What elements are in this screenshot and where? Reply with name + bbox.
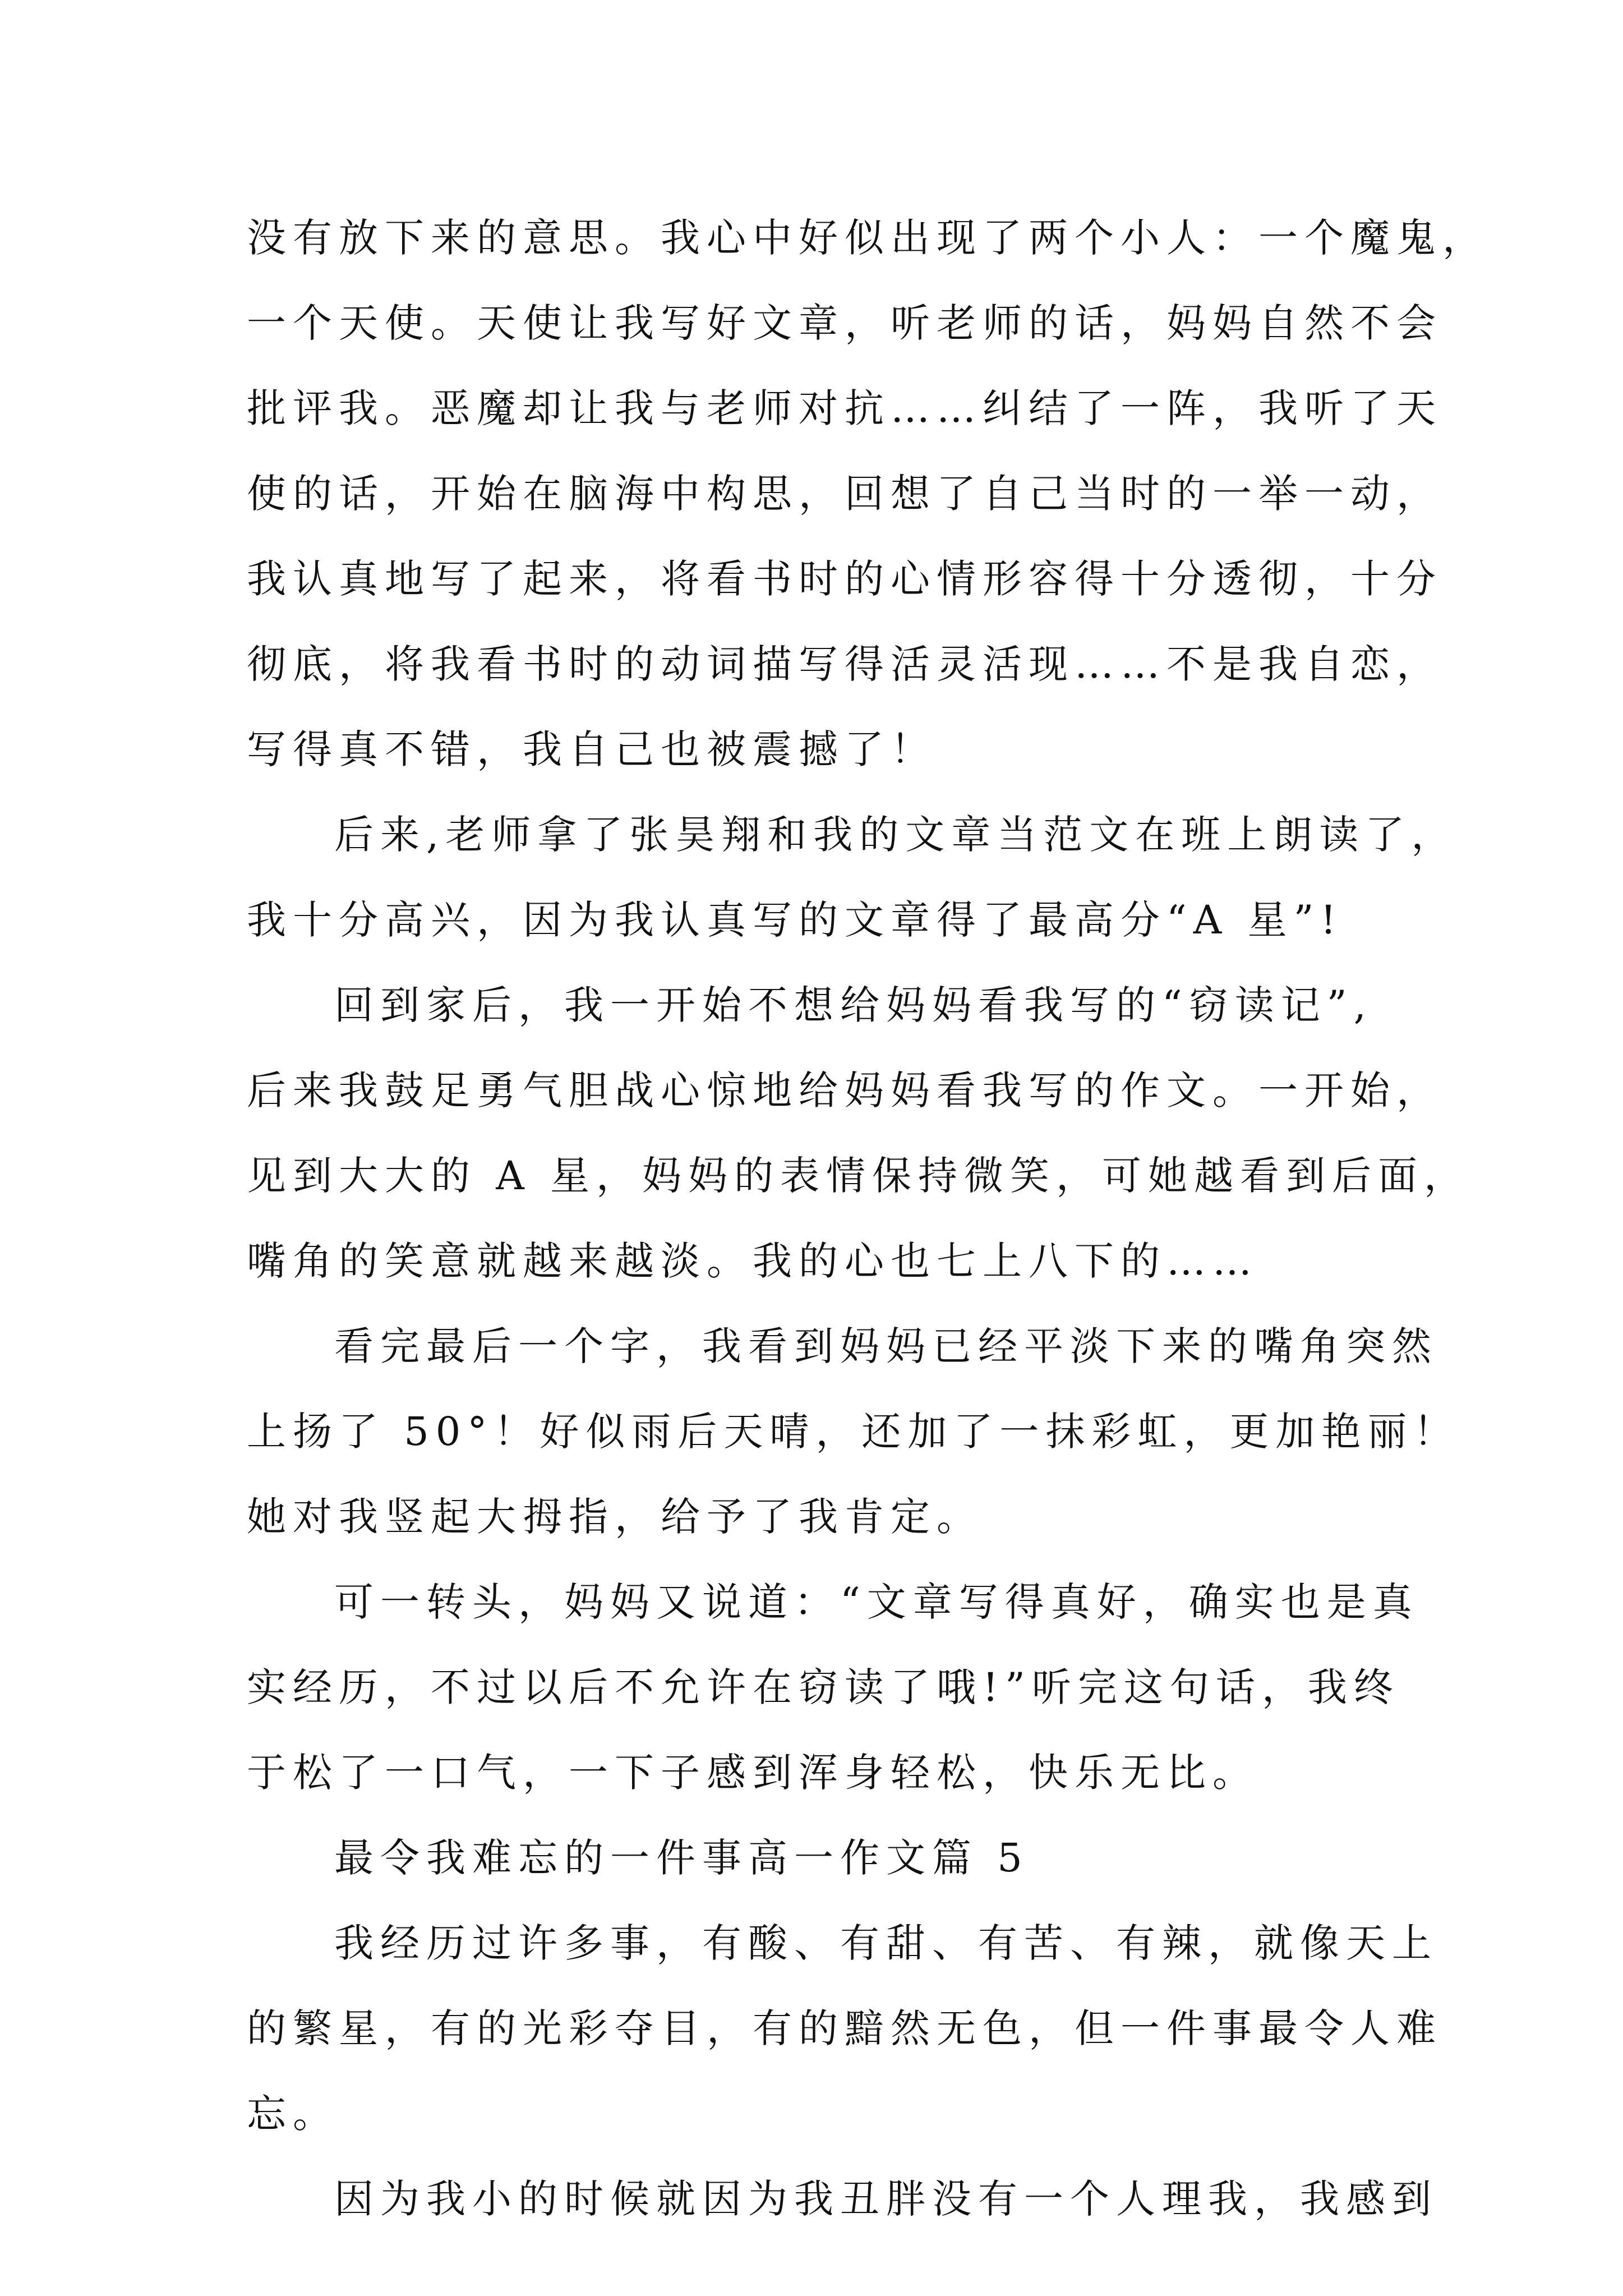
paragraph-start-line: 可一转头，妈妈又说道：“文章写得真好，确实也是真 xyxy=(334,1579,1419,1625)
paragraph-start-line: 看完最后一个字，我看到妈妈已经平淡下来的嘴角突然 xyxy=(334,1323,1438,1369)
text-line: 见到大大的 A 星，妈妈的表情保持微笑，可她越看到后面， xyxy=(247,1153,1470,1199)
text-line: 嘴角的笑意就越来越淡。我的心也七上八下的…… xyxy=(247,1238,1258,1284)
paragraph-start-line: 回到家后，我一开始不想给妈妈看我写的“窃读记”, xyxy=(334,982,1373,1028)
text-line: 彻底，将我看书时的动词描写得活灵活现……不是我自恋， xyxy=(247,641,1442,687)
paragraph-start-line: 后来,老师拿了张昊翔和我的文章当范文在班上朗读了， xyxy=(334,812,1458,858)
text-line: 的繁星，有的光彩夺目，有的黯然无色，但一件事最令人难 xyxy=(247,2005,1442,2051)
paragraph-start-line: 我经历过许多事，有酸、有甜、有苦、有辣，就像天上 xyxy=(334,1920,1438,1966)
text-line: 忘。 xyxy=(247,2091,339,2137)
text-line: 于松了一口气，一下子感到浑身轻松，快乐无比。 xyxy=(247,1750,1258,1796)
text-line: 使的话，开始在脑海中构思，回想了自己当时的一举一动， xyxy=(247,471,1442,517)
body-text xyxy=(247,195,1488,2242)
text-line: 她对我竖起大拇指，给予了我肯定。 xyxy=(247,1494,983,1540)
text-line: 一个天使。天使让我写好文章，听老师的话，妈妈自然不会 xyxy=(247,300,1442,346)
text-line: 没有放下来的意思。我心中好似出现了两个小人：一个魔鬼， xyxy=(247,215,1488,261)
text-line: 我认真地写了起来，将看书时的心情形容得十分透彻，十分 xyxy=(247,556,1442,602)
section-heading: 最令我难忘的一件事高一作文篇 5 xyxy=(334,1835,1029,1881)
text-line: 实经历，不过以后不允许在窃读了哦!”听完这句话，我终 xyxy=(247,1664,1400,1710)
paragraph-start-line: 因为我小的时候就因为我丑胖没有一个人理我，我感到 xyxy=(334,2176,1438,2222)
text-line: 我十分高兴，因为我认真写的文章得了最高分“A 星”! xyxy=(247,897,1343,943)
text-line: 上扬了 50°！好似雨后天晴，还加了一抹彩虹，更加艳丽！ xyxy=(247,1409,1460,1455)
text-line: 批评我。恶魔却让我与老师对抗……纠结了一阵，我听了天 xyxy=(247,385,1442,431)
text-line: 写得真不错，我自己也被震撼了！ xyxy=(247,726,937,772)
text-line: 后来我鼓足勇气胆战心惊地给妈妈看我写的作文。一开始， xyxy=(247,1068,1442,1114)
